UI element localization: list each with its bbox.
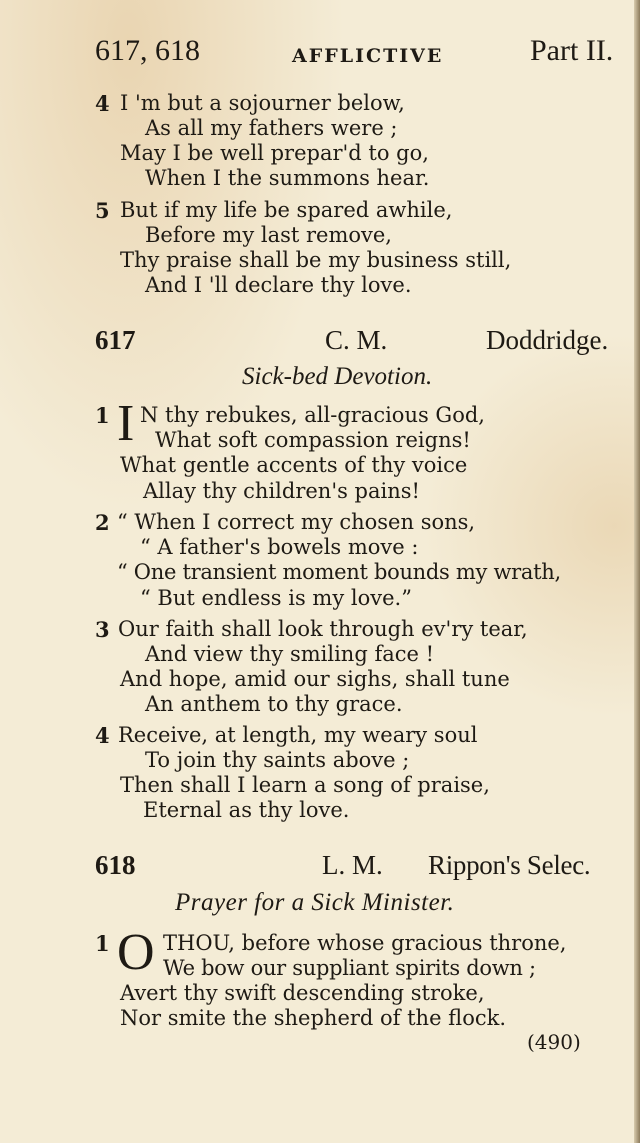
drop-cap: O [117,924,155,981]
verse-line: What gentle accents of thy voice [120,453,468,477]
verse-line: And view thy smiling face ! [145,642,435,666]
verse-line: To join thy saints above ; [145,748,410,772]
stanza-number: 1 [95,931,110,956]
verse-line: “ When I correct my chosen sons, [117,510,476,534]
header-section-title: AFFLICTIVE [292,45,444,67]
footer-page-number: (490) [527,1030,581,1054]
header-part: Part II. [530,34,614,67]
stanza-number: 2 [95,510,110,535]
verse-line: Allay thy children's pains! [143,479,420,503]
verse-line: Before my last remove, [145,223,392,247]
stanza-number: 4 [95,723,110,748]
verse-line: Nor smite the shepherd of the flock. [120,1006,506,1030]
verse-line: We bow our suppliant spirits down ; [163,956,536,980]
stanza-number: 5 [95,198,110,223]
hymn-meter: L. M. [322,850,383,880]
verse-line: Avert thy swift descending stroke, [120,981,485,1005]
header-page-numbers: 617, 618 [95,34,200,67]
verse-line: “ One transient moment bounds my wrath, [117,560,561,584]
verse-line: As all my fathers were ; [145,116,398,140]
hymn-title: Prayer for a Sick Minister. [175,889,455,916]
verse-line: An anthem to thy grace. [145,692,403,716]
hymn-title: Sick-bed Devotion. [242,363,433,390]
verse-line: But if my life be spared awhile, [120,198,453,222]
verse-line: Then shall I learn a song of praise, [120,773,490,797]
verse-line: “ But endless is my love.” [140,586,412,610]
stanza-number: 3 [95,617,110,642]
verse-line: Thy praise shall be my business still, [120,248,512,272]
verse-line: And I 'll declare thy love. [145,273,412,297]
verse-line: And hope, amid our sighs, shall tune [120,667,510,691]
verse-line: Eternal as thy love. [143,798,350,822]
page-edge [634,0,640,1143]
drop-cap: I [117,395,135,452]
verse-line: Receive, at length, my weary soul [118,723,478,747]
verse-line: May I be well prepar'd to go, [120,141,429,165]
hymn-meter: C. M. [325,325,388,355]
verse-line: THOU, before whose gracious throne, [163,931,567,955]
hymn-author: Doddridge. [486,325,609,355]
hymn-author: Rippon's Selec. [428,850,591,880]
verse-line: What soft compassion reigns! [155,428,471,452]
stanza-number: 1 [95,403,110,428]
verse-line: When I the summons hear. [145,166,430,190]
hymn-number: 617 [95,325,136,355]
stanza-number: 4 [95,91,110,116]
hymn-number: 618 [95,850,136,880]
verse-line: Our faith shall look through ev'ry tear, [118,617,528,641]
verse-line: “ A father's bowels move : [140,535,419,559]
verse-line: N thy rebukes, all-gracious God, [140,403,485,427]
verse-line: I 'm but a sojourner below, [120,91,405,115]
